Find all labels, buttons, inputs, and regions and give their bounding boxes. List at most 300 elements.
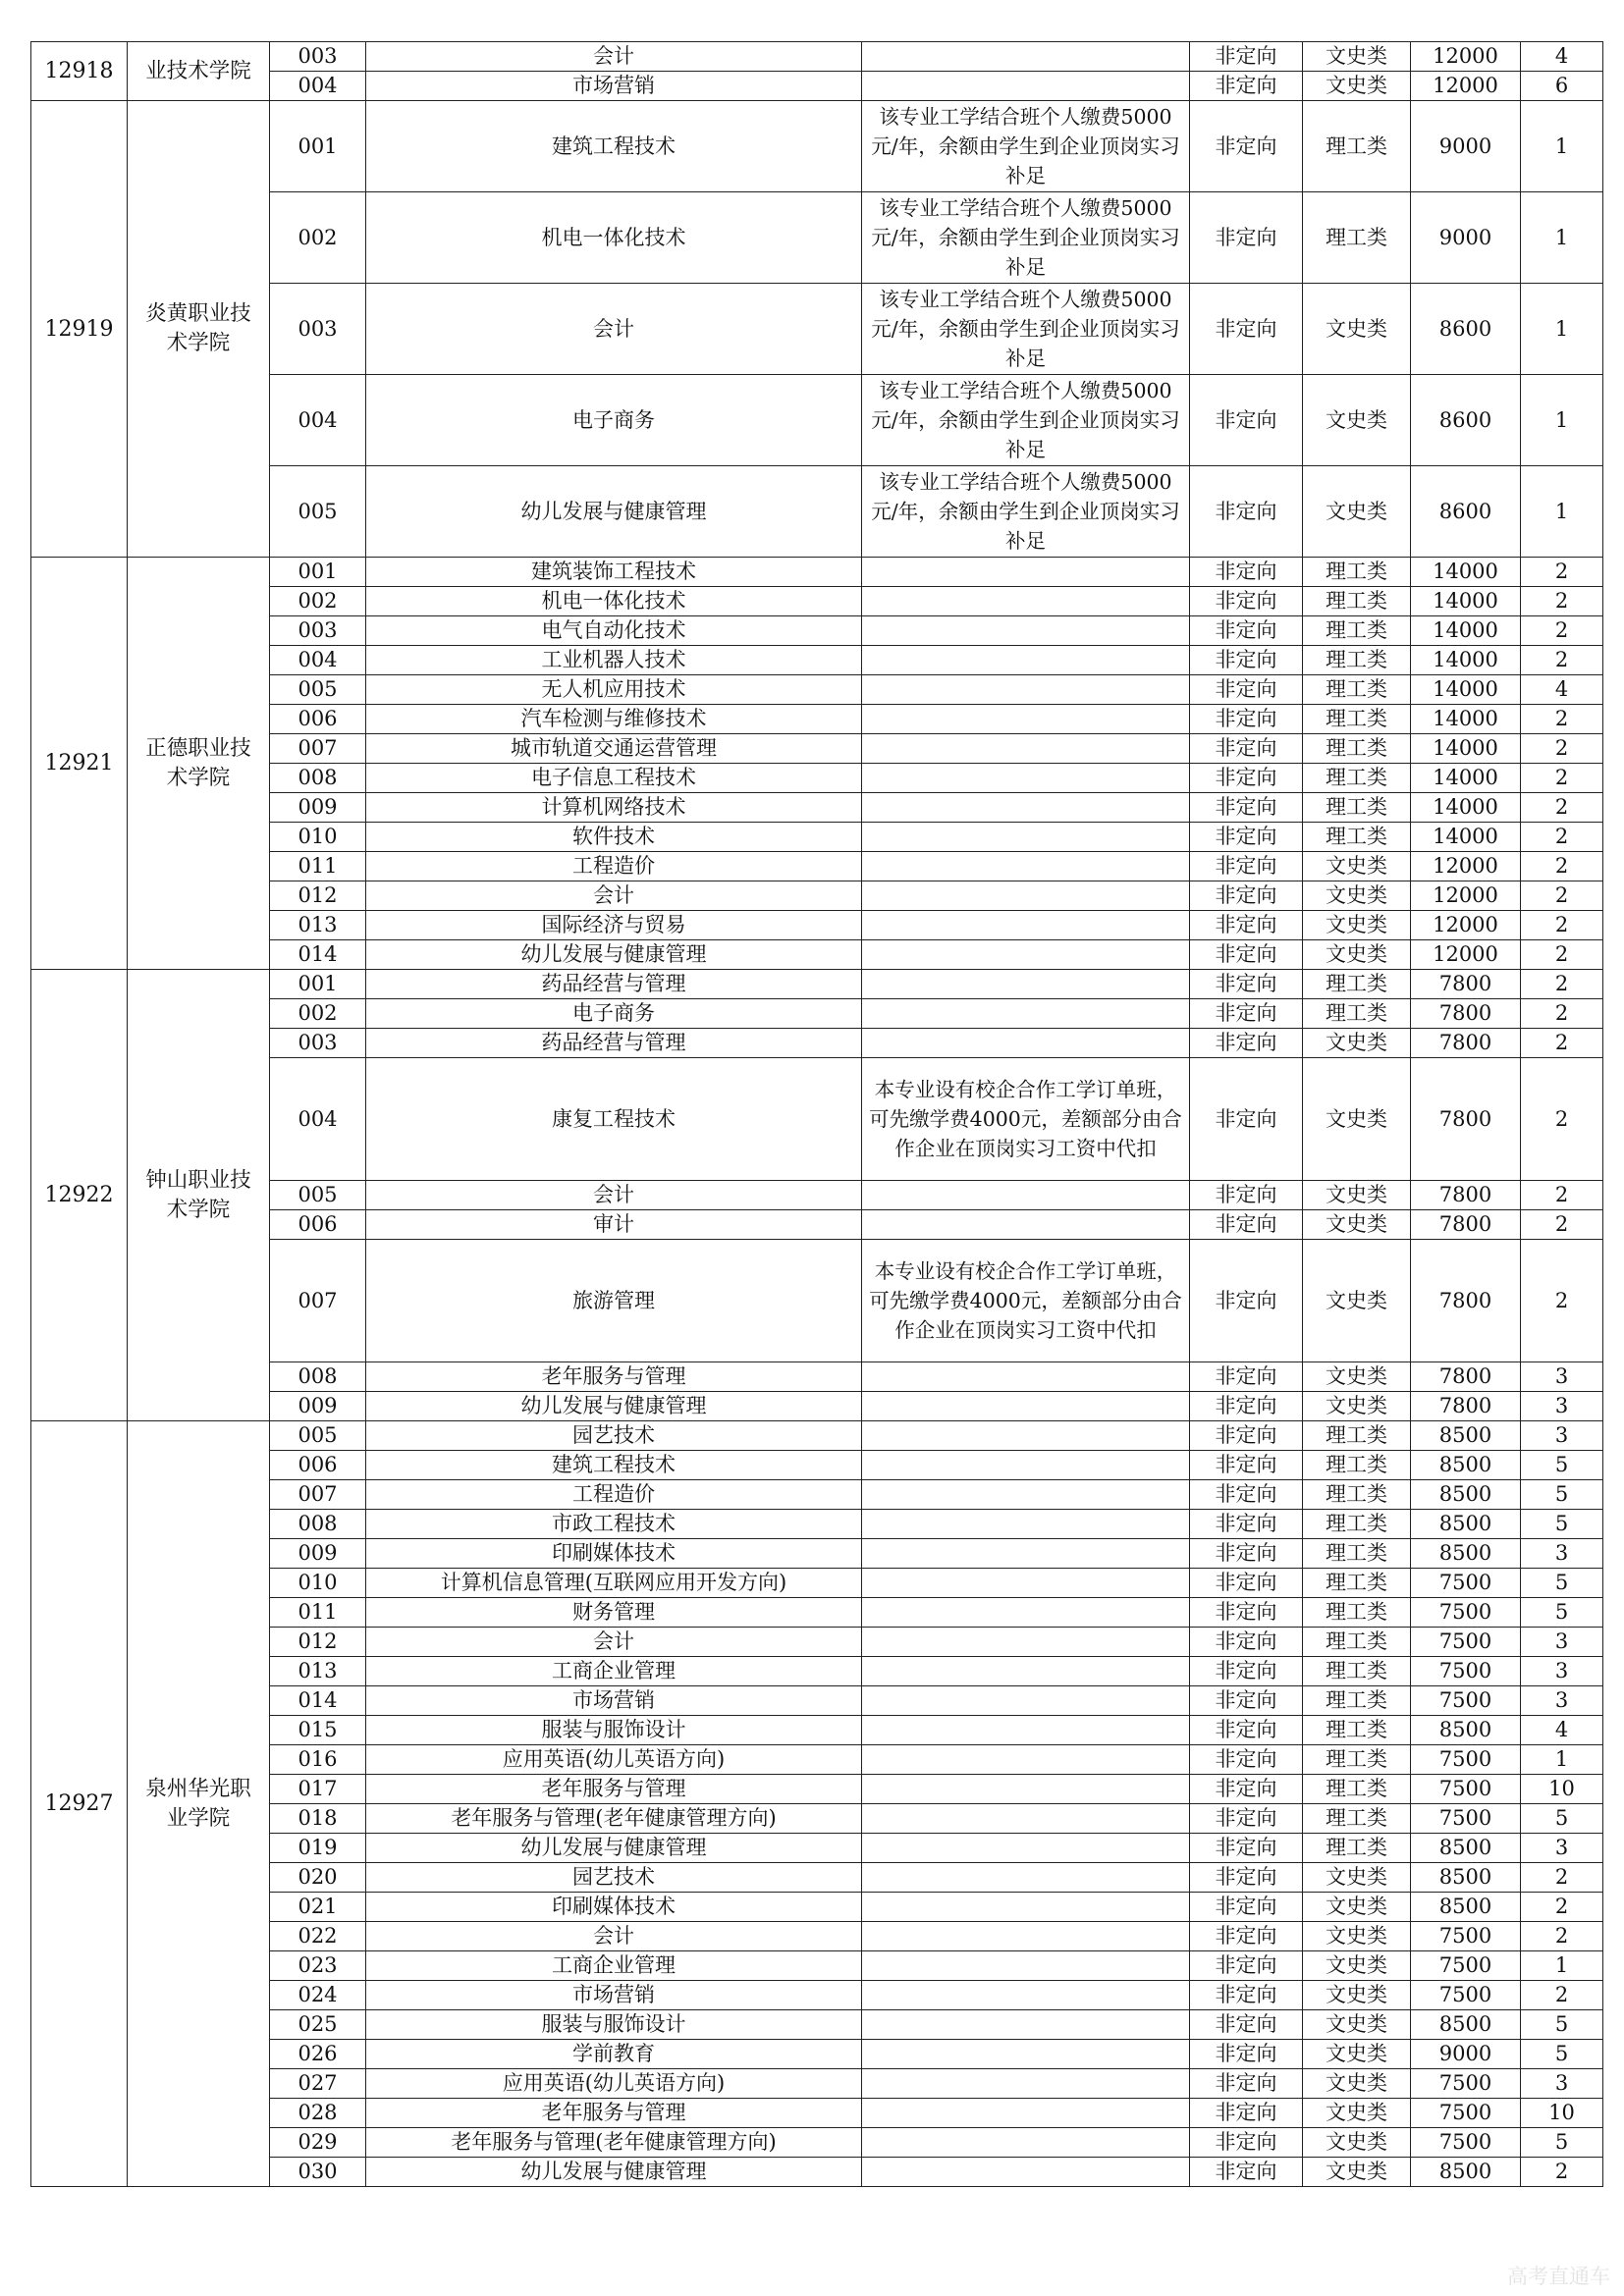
direction-cell: 非定向 — [1190, 852, 1303, 881]
major-code-cell: 011 — [270, 852, 366, 881]
direction-cell: 非定向 — [1190, 616, 1303, 646]
remark-cell — [862, 2158, 1190, 2187]
quota-cell: 5 — [1521, 1598, 1603, 1628]
category-cell: 理工类 — [1303, 558, 1411, 587]
quota-cell: 5 — [1521, 2128, 1603, 2158]
tuition-cell: 9000 — [1411, 2040, 1521, 2069]
category-cell: 文史类 — [1303, 42, 1411, 72]
category-cell: 文史类 — [1303, 2040, 1411, 2069]
school-code-cell: 12921 — [31, 558, 128, 970]
school-name-cell: 泉州华光职业学院 — [128, 1421, 270, 2187]
category-cell: 文史类 — [1303, 72, 1411, 101]
school-name-cell: 正德职业技术学院 — [128, 558, 270, 970]
major-code-cell: 012 — [270, 881, 366, 911]
remark-cell — [862, 2069, 1190, 2099]
major-name-cell: 城市轨道交通运营管理 — [366, 734, 862, 764]
major-code-cell: 029 — [270, 2128, 366, 2158]
major-name-cell: 药品经营与管理 — [366, 1029, 862, 1058]
quota-cell: 3 — [1521, 1686, 1603, 1716]
major-name-cell: 无人机应用技术 — [366, 675, 862, 705]
major-code-cell: 026 — [270, 2040, 366, 2069]
direction-cell: 非定向 — [1190, 1240, 1303, 1362]
direction-cell: 非定向 — [1190, 1451, 1303, 1480]
category-cell: 理工类 — [1303, 1745, 1411, 1775]
remark-cell — [862, 734, 1190, 764]
category-cell: 文史类 — [1303, 1863, 1411, 1893]
category-cell: 文史类 — [1303, 284, 1411, 375]
major-name-cell: 康复工程技术 — [366, 1058, 862, 1181]
tuition-cell: 8600 — [1411, 466, 1521, 558]
remark-cell: 该专业工学结合班个人缴费5000元/年，余额由学生到企业顶岗实习补足 — [862, 192, 1190, 284]
table-row — [31, 1421, 1603, 1451]
tuition-cell: 7500 — [1411, 1745, 1521, 1775]
remark-cell — [862, 1392, 1190, 1421]
remark-cell — [862, 793, 1190, 823]
school-code-cell: 12919 — [31, 101, 128, 558]
major-code-cell: 004 — [270, 72, 366, 101]
tuition-cell: 7500 — [1411, 1775, 1521, 1804]
major-code-cell: 004 — [270, 646, 366, 675]
category-cell: 文史类 — [1303, 1981, 1411, 2010]
major-name-cell: 幼儿发展与健康管理 — [366, 940, 862, 970]
category-cell: 理工类 — [1303, 1657, 1411, 1686]
major-name-cell: 应用英语(幼儿英语方向) — [366, 1745, 862, 1775]
tuition-cell: 8500 — [1411, 1510, 1521, 1539]
direction-cell: 非定向 — [1190, 1922, 1303, 1951]
quota-cell: 1 — [1521, 1951, 1603, 1981]
major-name-cell: 会计 — [366, 881, 862, 911]
category-cell: 文史类 — [1303, 1922, 1411, 1951]
direction-cell: 非定向 — [1190, 2010, 1303, 2040]
tuition-cell: 9000 — [1411, 101, 1521, 192]
remark-cell — [862, 616, 1190, 646]
remark-cell: 本专业设有校企合作工学订单班，可先缴学费4000元，差额部分由合作企业在顶岗实习工资中代扣 — [862, 1058, 1190, 1181]
quota-cell: 2 — [1521, 1981, 1603, 2010]
tuition-cell: 7800 — [1411, 1181, 1521, 1210]
major-code-cell: 020 — [270, 1863, 366, 1893]
tuition-cell: 8500 — [1411, 1480, 1521, 1510]
major-name-cell: 老年服务与管理(老年健康管理方向) — [366, 1804, 862, 1834]
major-code-cell: 014 — [270, 1686, 366, 1716]
major-name-cell: 药品经营与管理 — [366, 970, 862, 999]
major-name-cell: 电气自动化技术 — [366, 616, 862, 646]
direction-cell: 非定向 — [1190, 1951, 1303, 1981]
category-cell: 文史类 — [1303, 375, 1411, 466]
major-name-cell: 工商企业管理 — [366, 1951, 862, 1981]
remark-cell — [862, 1657, 1190, 1686]
major-name-cell: 国际经济与贸易 — [366, 911, 862, 940]
quota-cell: 5 — [1521, 2010, 1603, 2040]
direction-cell: 非定向 — [1190, 1716, 1303, 1745]
quota-cell: 2 — [1521, 734, 1603, 764]
remark-cell — [862, 1480, 1190, 1510]
major-name-cell: 幼儿发展与健康管理 — [366, 466, 862, 558]
major-code-cell: 014 — [270, 940, 366, 970]
school-code-cell: 12918 — [31, 42, 128, 101]
major-code-cell: 005 — [270, 1181, 366, 1210]
direction-cell: 非定向 — [1190, 1657, 1303, 1686]
direction-cell: 非定向 — [1190, 101, 1303, 192]
tuition-cell: 14000 — [1411, 646, 1521, 675]
tuition-cell: 14000 — [1411, 823, 1521, 852]
tuition-cell: 7800 — [1411, 1392, 1521, 1421]
major-code-cell: 013 — [270, 911, 366, 940]
remark-cell: 该专业工学结合班个人缴费5000元/年，余额由学生到企业顶岗实习补足 — [862, 101, 1190, 192]
remark-cell — [862, 1775, 1190, 1804]
major-code-cell: 018 — [270, 1804, 366, 1834]
table-row — [31, 42, 1603, 72]
tuition-cell: 8500 — [1411, 1863, 1521, 1893]
major-name-cell: 老年服务与管理 — [366, 1362, 862, 1392]
remark-cell — [862, 2010, 1190, 2040]
category-cell: 理工类 — [1303, 1804, 1411, 1834]
quota-cell: 10 — [1521, 2099, 1603, 2128]
tuition-cell: 8500 — [1411, 1539, 1521, 1569]
tuition-cell: 7500 — [1411, 1686, 1521, 1716]
quota-cell: 1 — [1521, 375, 1603, 466]
major-name-cell: 机电一体化技术 — [366, 587, 862, 616]
major-code-cell: 007 — [270, 1240, 366, 1362]
major-name-cell: 市场营销 — [366, 1981, 862, 2010]
category-cell: 理工类 — [1303, 1539, 1411, 1569]
direction-cell: 非定向 — [1190, 734, 1303, 764]
quota-cell: 2 — [1521, 911, 1603, 940]
direction-cell: 非定向 — [1190, 1686, 1303, 1716]
major-name-cell: 工商企业管理 — [366, 1657, 862, 1686]
quota-cell: 6 — [1521, 72, 1603, 101]
remark-cell — [862, 911, 1190, 940]
quota-cell: 3 — [1521, 2069, 1603, 2099]
remark-cell — [862, 558, 1190, 587]
major-name-cell: 审计 — [366, 1210, 862, 1240]
major-code-cell: 028 — [270, 2099, 366, 2128]
major-code-cell: 001 — [270, 970, 366, 999]
quota-cell: 5 — [1521, 1451, 1603, 1480]
major-name-cell: 建筑工程技术 — [366, 1451, 862, 1480]
direction-cell: 非定向 — [1190, 1480, 1303, 1510]
remark-cell — [862, 1716, 1190, 1745]
major-name-cell: 会计 — [366, 1628, 862, 1657]
tuition-cell: 7500 — [1411, 1922, 1521, 1951]
major-code-cell: 019 — [270, 1834, 366, 1863]
major-code-cell: 009 — [270, 1392, 366, 1421]
major-name-cell: 印刷媒体技术 — [366, 1539, 862, 1569]
major-name-cell: 会计 — [366, 284, 862, 375]
table-row — [31, 970, 1603, 999]
direction-cell: 非定向 — [1190, 823, 1303, 852]
direction-cell: 非定向 — [1190, 1981, 1303, 2010]
quota-cell: 2 — [1521, 1893, 1603, 1922]
category-cell: 文史类 — [1303, 940, 1411, 970]
direction-cell: 非定向 — [1190, 764, 1303, 793]
direction-cell: 非定向 — [1190, 1893, 1303, 1922]
remark-cell — [862, 1029, 1190, 1058]
category-cell: 理工类 — [1303, 1716, 1411, 1745]
major-name-cell: 幼儿发展与健康管理 — [366, 1392, 862, 1421]
major-name-cell: 旅游管理 — [366, 1240, 862, 1362]
direction-cell: 非定向 — [1190, 1392, 1303, 1421]
quota-cell: 3 — [1521, 1421, 1603, 1451]
major-code-cell: 025 — [270, 2010, 366, 2040]
direction-cell: 非定向 — [1190, 1775, 1303, 1804]
watermark-text: 高考直通车 — [1507, 2265, 1610, 2288]
category-cell: 文史类 — [1303, 1893, 1411, 1922]
direction-cell: 非定向 — [1190, 558, 1303, 587]
remark-cell — [862, 587, 1190, 616]
major-code-cell: 030 — [270, 2158, 366, 2187]
quota-cell: 5 — [1521, 1804, 1603, 1834]
category-cell: 理工类 — [1303, 705, 1411, 734]
major-code-cell: 010 — [270, 823, 366, 852]
major-name-cell: 电子信息工程技术 — [366, 764, 862, 793]
enrollment-table — [30, 41, 1603, 2187]
category-cell: 文史类 — [1303, 1362, 1411, 1392]
school-name-cell: 炎黄职业技术学院 — [128, 101, 270, 558]
quota-cell: 2 — [1521, 705, 1603, 734]
quota-cell: 2 — [1521, 764, 1603, 793]
school-code-cell: 12922 — [31, 970, 128, 1421]
tuition-cell: 14000 — [1411, 616, 1521, 646]
remark-cell — [862, 1569, 1190, 1598]
category-cell: 文史类 — [1303, 1029, 1411, 1058]
category-cell: 理工类 — [1303, 1628, 1411, 1657]
major-code-cell: 006 — [270, 1451, 366, 1480]
tuition-cell: 7800 — [1411, 970, 1521, 999]
table-body — [31, 42, 1603, 2187]
major-name-cell: 服装与服饰设计 — [366, 2010, 862, 2040]
major-name-cell: 市场营销 — [366, 72, 862, 101]
tuition-cell: 12000 — [1411, 911, 1521, 940]
direction-cell: 非定向 — [1190, 42, 1303, 72]
remark-cell: 本专业设有校企合作工学订单班，可先缴学费4000元，差额部分由合作企业在顶岗实习工资中代扣 — [862, 1240, 1190, 1362]
tuition-cell: 14000 — [1411, 587, 1521, 616]
major-code-cell: 001 — [270, 101, 366, 192]
quota-cell: 3 — [1521, 1657, 1603, 1686]
major-code-cell: 006 — [270, 705, 366, 734]
quota-cell: 2 — [1521, 1240, 1603, 1362]
category-cell: 理工类 — [1303, 1569, 1411, 1598]
remark-cell: 该专业工学结合班个人缴费5000元/年，余额由学生到企业顶岗实习补足 — [862, 375, 1190, 466]
remark-cell — [862, 1421, 1190, 1451]
tuition-cell: 9000 — [1411, 192, 1521, 284]
major-code-cell: 009 — [270, 793, 366, 823]
direction-cell: 非定向 — [1190, 1539, 1303, 1569]
major-name-cell: 计算机信息管理(互联网应用开发方向) — [366, 1569, 862, 1598]
remark-cell — [862, 881, 1190, 911]
quota-cell: 4 — [1521, 1716, 1603, 1745]
major-code-cell: 001 — [270, 558, 366, 587]
major-code-cell: 005 — [270, 466, 366, 558]
tuition-cell: 14000 — [1411, 793, 1521, 823]
direction-cell: 非定向 — [1190, 1745, 1303, 1775]
quota-cell: 3 — [1521, 1392, 1603, 1421]
major-name-cell: 应用英语(幼儿英语方向) — [366, 2069, 862, 2099]
quota-cell: 2 — [1521, 1029, 1603, 1058]
quota-cell: 2 — [1521, 558, 1603, 587]
tuition-cell: 7500 — [1411, 1598, 1521, 1628]
remark-cell — [862, 1210, 1190, 1240]
major-code-cell: 008 — [270, 1362, 366, 1392]
major-code-cell: 023 — [270, 1951, 366, 1981]
quota-cell: 1 — [1521, 192, 1603, 284]
major-name-cell: 机电一体化技术 — [366, 192, 862, 284]
remark-cell: 该专业工学结合班个人缴费5000元/年，余额由学生到企业顶岗实习补足 — [862, 284, 1190, 375]
tuition-cell: 8500 — [1411, 1834, 1521, 1863]
major-code-cell: 008 — [270, 764, 366, 793]
category-cell: 文史类 — [1303, 1240, 1411, 1362]
major-name-cell: 汽车检测与维修技术 — [366, 705, 862, 734]
major-name-cell: 学前教育 — [366, 2040, 862, 2069]
tuition-cell: 8500 — [1411, 2158, 1521, 2187]
major-name-cell: 会计 — [366, 1922, 862, 1951]
major-code-cell: 005 — [270, 1421, 366, 1451]
tuition-cell: 7800 — [1411, 1362, 1521, 1392]
category-cell: 理工类 — [1303, 675, 1411, 705]
tuition-cell: 12000 — [1411, 42, 1521, 72]
direction-cell: 非定向 — [1190, 1628, 1303, 1657]
tuition-cell: 12000 — [1411, 852, 1521, 881]
category-cell: 文史类 — [1303, 881, 1411, 911]
direction-cell: 非定向 — [1190, 881, 1303, 911]
remark-cell — [862, 2099, 1190, 2128]
tuition-cell: 7800 — [1411, 1029, 1521, 1058]
category-cell: 文史类 — [1303, 1392, 1411, 1421]
category-cell: 文史类 — [1303, 1181, 1411, 1210]
tuition-cell: 8500 — [1411, 1716, 1521, 1745]
tuition-cell: 7800 — [1411, 1210, 1521, 1240]
direction-cell: 非定向 — [1190, 1029, 1303, 1058]
remark-cell — [862, 823, 1190, 852]
tuition-cell: 7800 — [1411, 999, 1521, 1029]
quota-cell: 5 — [1521, 1569, 1603, 1598]
direction-cell: 非定向 — [1190, 675, 1303, 705]
direction-cell: 非定向 — [1190, 940, 1303, 970]
major-code-cell: 007 — [270, 1480, 366, 1510]
tuition-cell: 7500 — [1411, 1569, 1521, 1598]
major-name-cell: 老年服务与管理 — [366, 1775, 862, 1804]
major-name-cell: 老年服务与管理(老年健康管理方向) — [366, 2128, 862, 2158]
category-cell: 理工类 — [1303, 1480, 1411, 1510]
remark-cell — [862, 1834, 1190, 1863]
remark-cell — [862, 1893, 1190, 1922]
quota-cell: 2 — [1521, 1210, 1603, 1240]
direction-cell: 非定向 — [1190, 1863, 1303, 1893]
category-cell: 理工类 — [1303, 616, 1411, 646]
remark-cell — [862, 646, 1190, 675]
remark-cell — [862, 705, 1190, 734]
quota-cell: 5 — [1521, 2040, 1603, 2069]
tuition-cell: 7500 — [1411, 1951, 1521, 1981]
category-cell: 理工类 — [1303, 101, 1411, 192]
major-code-cell: 005 — [270, 675, 366, 705]
major-name-cell: 会计 — [366, 42, 862, 72]
major-code-cell: 013 — [270, 1657, 366, 1686]
direction-cell: 非定向 — [1190, 970, 1303, 999]
major-name-cell: 老年服务与管理 — [366, 2099, 862, 2128]
major-name-cell: 计算机网络技术 — [366, 793, 862, 823]
quota-cell: 2 — [1521, 970, 1603, 999]
tuition-cell: 7500 — [1411, 1628, 1521, 1657]
category-cell: 文史类 — [1303, 466, 1411, 558]
tuition-cell: 7800 — [1411, 1058, 1521, 1181]
tuition-cell: 12000 — [1411, 72, 1521, 101]
remark-cell — [862, 1628, 1190, 1657]
direction-cell: 非定向 — [1190, 2158, 1303, 2187]
direction-cell: 非定向 — [1190, 1598, 1303, 1628]
category-cell: 理工类 — [1303, 734, 1411, 764]
direction-cell: 非定向 — [1190, 2128, 1303, 2158]
category-cell: 理工类 — [1303, 1598, 1411, 1628]
tuition-cell: 7500 — [1411, 2099, 1521, 2128]
category-cell: 文史类 — [1303, 2099, 1411, 2128]
direction-cell: 非定向 — [1190, 2069, 1303, 2099]
remark-cell — [862, 1922, 1190, 1951]
direction-cell: 非定向 — [1190, 1834, 1303, 1863]
major-name-cell: 幼儿发展与健康管理 — [366, 2158, 862, 2187]
major-code-cell: 015 — [270, 1716, 366, 1745]
direction-cell: 非定向 — [1190, 999, 1303, 1029]
major-code-cell: 004 — [270, 375, 366, 466]
remark-cell — [862, 1863, 1190, 1893]
remark-cell — [862, 2128, 1190, 2158]
remark-cell — [862, 2040, 1190, 2069]
major-code-cell: 010 — [270, 1569, 366, 1598]
tuition-cell: 7500 — [1411, 2128, 1521, 2158]
major-name-cell: 财务管理 — [366, 1598, 862, 1628]
major-name-cell: 印刷媒体技术 — [366, 1893, 862, 1922]
category-cell: 理工类 — [1303, 1686, 1411, 1716]
direction-cell: 非定向 — [1190, 1510, 1303, 1539]
tuition-cell: 8600 — [1411, 284, 1521, 375]
tuition-cell: 7500 — [1411, 2069, 1521, 2099]
quota-cell: 2 — [1521, 852, 1603, 881]
major-name-cell: 工程造价 — [366, 852, 862, 881]
major-code-cell: 003 — [270, 616, 366, 646]
remark-cell — [862, 1981, 1190, 2010]
remark-cell — [862, 940, 1190, 970]
major-code-cell: 012 — [270, 1628, 366, 1657]
major-name-cell: 软件技术 — [366, 823, 862, 852]
tuition-cell: 8500 — [1411, 1893, 1521, 1922]
tuition-cell: 7500 — [1411, 1657, 1521, 1686]
category-cell: 理工类 — [1303, 192, 1411, 284]
category-cell: 文史类 — [1303, 1951, 1411, 1981]
major-name-cell: 园艺技术 — [366, 1421, 862, 1451]
quota-cell: 3 — [1521, 1628, 1603, 1657]
remark-cell — [862, 970, 1190, 999]
major-code-cell: 008 — [270, 1510, 366, 1539]
tuition-cell: 8500 — [1411, 1421, 1521, 1451]
major-code-cell: 003 — [270, 42, 366, 72]
tuition-cell: 14000 — [1411, 705, 1521, 734]
major-code-cell: 002 — [270, 587, 366, 616]
direction-cell: 非定向 — [1190, 646, 1303, 675]
major-name-cell: 市场营销 — [366, 1686, 862, 1716]
tuition-cell: 12000 — [1411, 881, 1521, 911]
quota-cell: 5 — [1521, 1510, 1603, 1539]
tuition-cell: 8500 — [1411, 1451, 1521, 1480]
direction-cell: 非定向 — [1190, 1210, 1303, 1240]
quota-cell: 2 — [1521, 587, 1603, 616]
direction-cell: 非定向 — [1190, 1058, 1303, 1181]
tuition-cell: 8600 — [1411, 375, 1521, 466]
major-name-cell: 市政工程技术 — [366, 1510, 862, 1539]
quota-cell: 2 — [1521, 793, 1603, 823]
major-name-cell: 电子商务 — [366, 375, 862, 466]
direction-cell: 非定向 — [1190, 911, 1303, 940]
quota-cell: 2 — [1521, 646, 1603, 675]
major-code-cell: 011 — [270, 1598, 366, 1628]
